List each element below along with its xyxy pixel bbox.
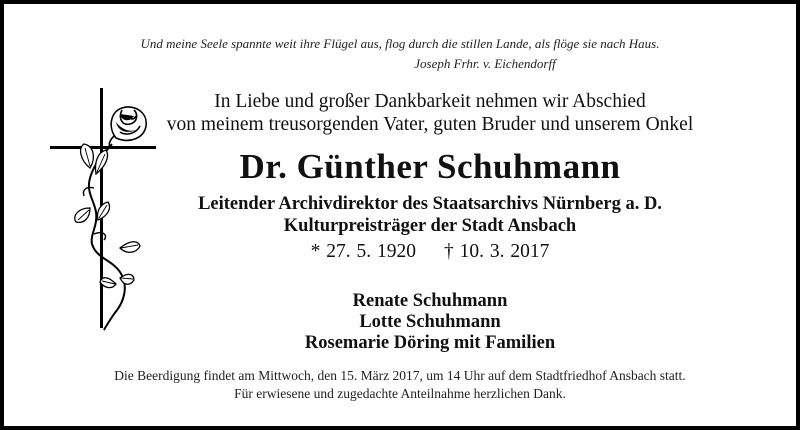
thanks-line: Für erwiesene und zugedachte Anteilnahme herzlichen Dank. [234,386,566,401]
quote-author: Joseph Frhr. v. Eichendorff [414,56,556,71]
death-date: † 10. 3. 2017 [444,241,550,262]
deceased-titles [64,193,796,237]
mourner-name: Lotte Schuhmann [359,312,501,332]
birth-date: * 27. 5. 1920 [310,241,416,262]
mourner-name: Renate Schuhmann [352,291,508,311]
intro-text [64,90,796,136]
title-line-2: Kulturpreisträger der Stadt Ansbach [283,216,577,236]
intro-line-1: In Liebe und großer Dankbarkeit nehmen wir Abschied [214,91,646,112]
title-line-1: Leitender Archivdirektor des Staatsarchivs Nürnberg a. D. [198,194,662,214]
funeral-info [4,367,796,403]
mourner-name: Rosemarie Döring mit Familien [304,333,556,353]
deceased-name: Dr. Günther Schuhmann [239,147,621,186]
funeral-details: Die Beerdigung findet am Mittwoch, den 15. März 2017, um 14 Uhr auf dem Stadtfriedhof Ansbach statt. [114,368,686,383]
quote-text: Und meine Seele spannte weit ihre Flügel aus, flog durch die stillen Lande, als flöge sie nach Haus. [140,36,660,51]
intro-line-2: von meinem treusorgenden Vater, guten Bruder und unserem Onkel [166,114,694,135]
life-dates [64,240,796,264]
quote-block [4,34,796,74]
mourners-list [64,291,796,354]
